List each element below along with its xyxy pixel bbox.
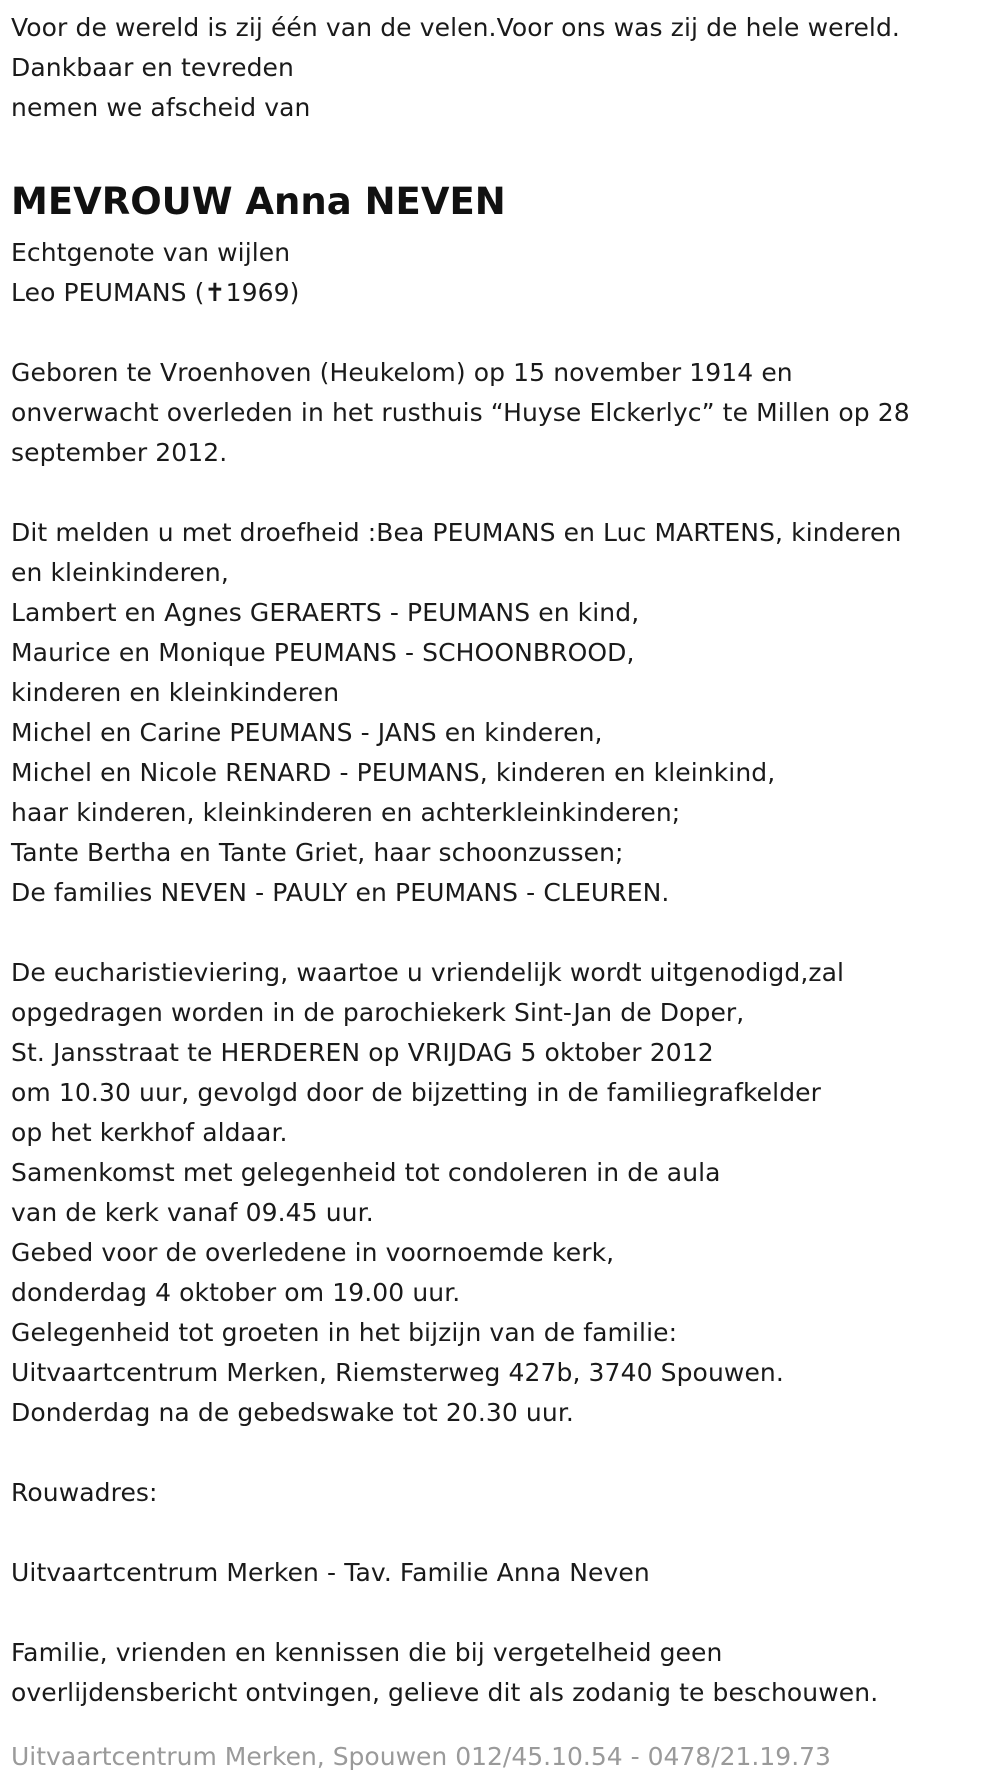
- ceremony-line-10: Gelegenheid tot groeten in het bijzijn van de familie:: [11, 1318, 678, 1347]
- family-line-3: Lambert en Agnes GERAERTS - PEUMANS en kind,: [11, 598, 640, 627]
- family-line-7: Michel en Nicole RENARD - PEUMANS, kinderen en kleinkind,: [11, 758, 776, 787]
- closing-line-1: Familie, vrienden en kennissen die bij vergetelheid geen: [11, 1638, 723, 1667]
- birth-line-3: september 2012.: [11, 438, 228, 467]
- family-line-5: kinderen en kleinkinderen: [11, 678, 340, 707]
- spacer: [11, 128, 991, 168]
- intro-line-2: Dankbaar en tevreden: [11, 53, 294, 82]
- ceremony-line-1: De eucharistieviering, waartoe u vriendelijk wordt uitgenodigd,zal: [11, 958, 845, 987]
- ceremony-line-6: Samenkomst met gelegenheid tot condoleren in de aula: [11, 1158, 721, 1187]
- spacer: [11, 1593, 991, 1633]
- ceremony-line-4: om 10.30 uur, gevolgd door de bijzetting in de familiegrafkelder: [11, 1078, 822, 1107]
- ceremony-line-8: Gebed voor de overledene in voornoemde kerk,: [11, 1238, 615, 1267]
- ceremony-line-2: opgedragen worden in de parochiekerk Sint-Jan de Doper,: [11, 998, 745, 1027]
- intro-line-3: nemen we afscheid van: [11, 93, 311, 122]
- ceremony-line-9: donderdag 4 oktober om 19.00 uur.: [11, 1278, 461, 1307]
- family-line-9: Tante Bertha en Tante Griet, haar schoonzussen;: [11, 838, 624, 867]
- spouse-line-2: Leo PEUMANS (✝1969): [11, 278, 300, 307]
- funeral-home-footer: Uitvaartcentrum Merken, Spouwen 012/45.10.54 - 0478/21.19.73: [11, 1742, 831, 1771]
- obituary-text: [11, 8, 991, 1713]
- ceremony-line-12: Donderdag na de gebedswake tot 20.30 uur.: [11, 1398, 574, 1427]
- closing-line-2: overlijdensbericht ontvingen, gelieve dit als zodanig te beschouwen.: [11, 1678, 879, 1707]
- birth-line-2: onverwacht overleden in het rusthuis “Huyse Elckerlyc” te Millen op 28: [11, 398, 910, 427]
- ceremony-line-7: van de kerk vanaf 09.45 uur.: [11, 1198, 374, 1227]
- ceremony-line-11: Uitvaartcentrum Merken, Riemsterweg 427b, 3740 Spouwen.: [11, 1358, 784, 1387]
- ceremony-line-5: op het kerkhof aldaar.: [11, 1118, 288, 1147]
- spacer: [11, 473, 991, 513]
- family-line-1: Dit melden u met droefheid :Bea PEUMANS en Luc MARTENS, kinderen: [11, 518, 902, 547]
- family-line-6: Michel en Carine PEUMANS - JANS en kinderen,: [11, 718, 603, 747]
- birth-line-1: Geboren te Vroenhoven (Heukelom) op 15 november 1914 en: [11, 358, 793, 387]
- family-line-4: Maurice en Monique PEUMANS - SCHOONBROOD,: [11, 638, 635, 667]
- family-line-8: haar kinderen, kleinkinderen en achterkleinkinderen;: [11, 798, 681, 827]
- address-label: Rouwadres:: [11, 1478, 158, 1507]
- spacer: [11, 313, 991, 353]
- family-line-2: en kleinkinderen,: [11, 558, 229, 587]
- spouse-line-1: Echtgenote van wijlen: [11, 238, 291, 267]
- spacer: [11, 1433, 991, 1473]
- spacer: [11, 913, 991, 953]
- spacer: [11, 1513, 991, 1553]
- deceased-name: MEVROUW Anna NEVEN: [11, 180, 506, 223]
- intro-line-1: Voor de wereld is zij één van de velen.Voor ons was zij de hele wereld.: [11, 13, 900, 42]
- address-line: Uitvaartcentrum Merken - Tav. Familie Anna Neven: [11, 1558, 650, 1587]
- ceremony-line-3: St. Jansstraat te HERDEREN op VRIJDAG 5 oktober 2012: [11, 1038, 714, 1067]
- family-line-10: De families NEVEN - PAULY en PEUMANS - CLEUREN.: [11, 878, 670, 907]
